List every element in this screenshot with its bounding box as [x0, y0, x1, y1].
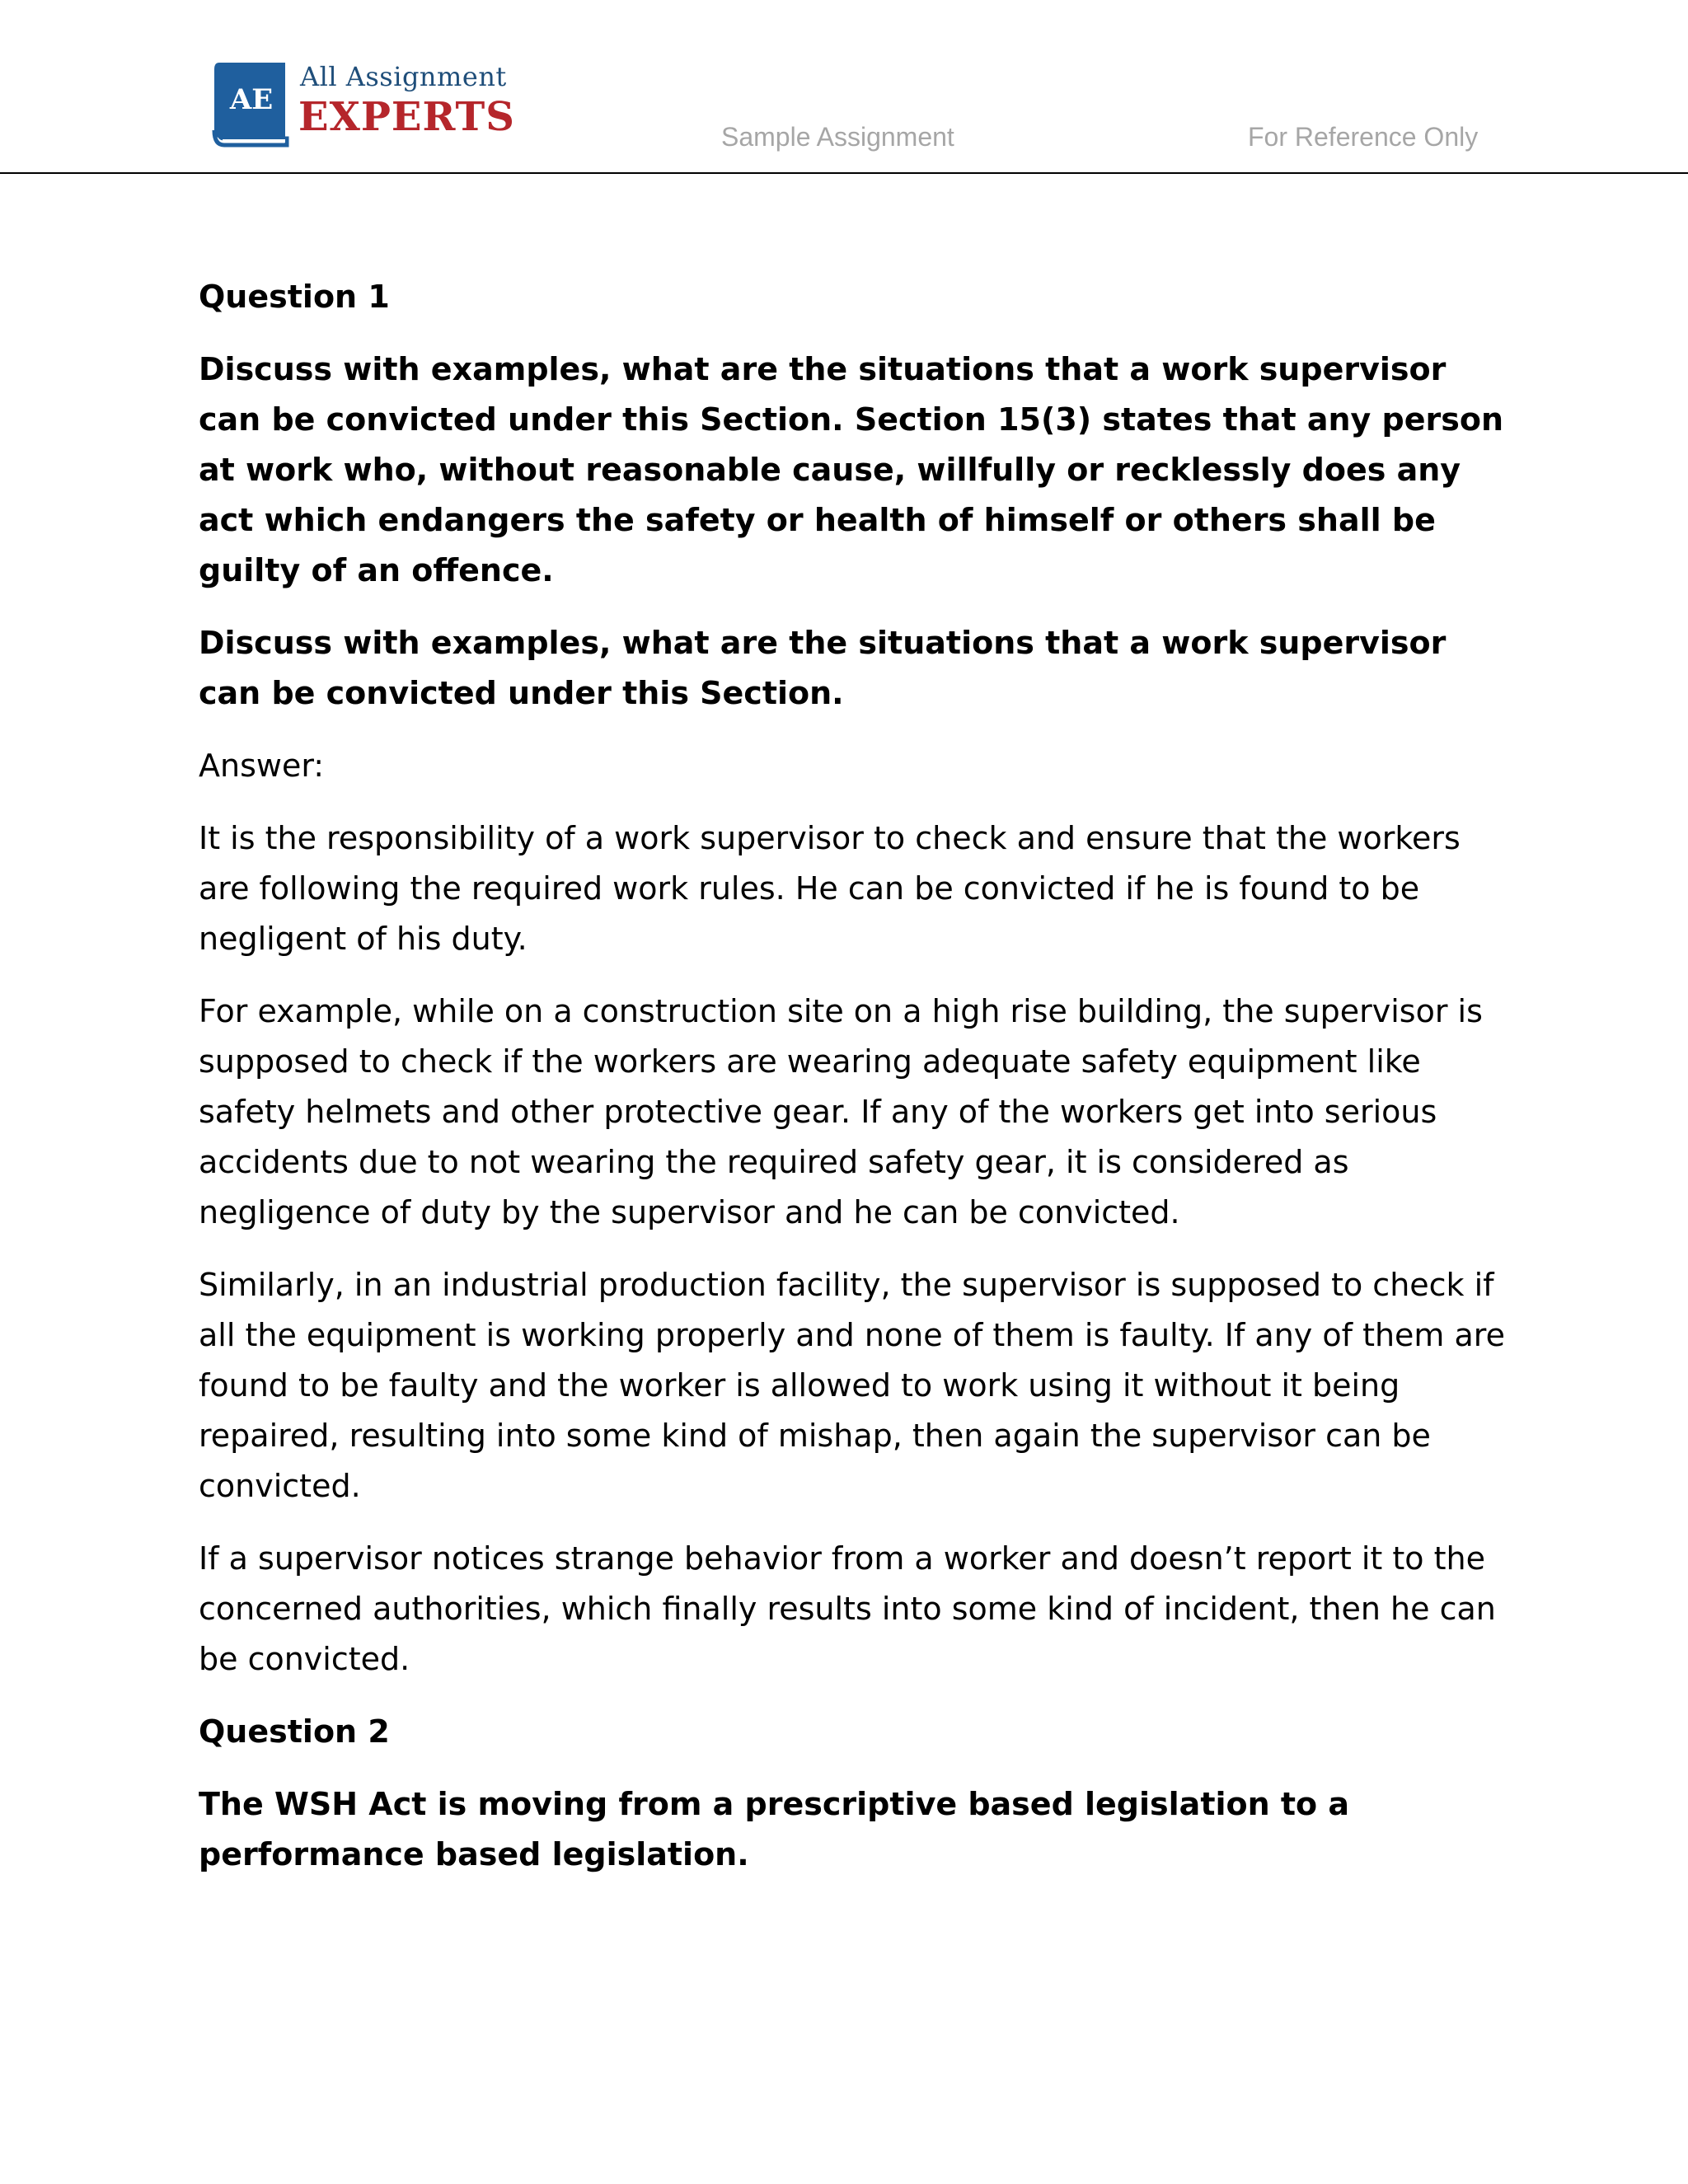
answer-paragraph-2: For example, while on a construction site on a high rise building, the supervisor is supposed to check if the workers are wearing adequate safety equipment like safety helmets and other protective gear. If any of the workers get into serious accidents due to not wearing the required safety gear, it is considered as negligence of duty by the supervisor and he can be convicted. — [199, 993, 1483, 1230]
company-logo — [211, 59, 515, 150]
question-2-heading: Question 2 — [199, 1713, 390, 1750]
reference-only-label: For Reference Only — [1248, 122, 1479, 152]
question-1-prompt: Discuss with examples, what are the situations that a work supervisor can be convicted under this Section. — [199, 625, 1447, 711]
document-body — [199, 272, 1509, 1902]
book-logo-icon — [211, 59, 292, 148]
answer-paragraph-4: If a supervisor notices strange behavior from a worker and doesn’t report it to the concerned authorities, which finally results into some kind of incident, then he can be convicted. — [199, 1540, 1496, 1677]
page-header — [0, 0, 1688, 175]
logo-mark-text: AE — [229, 83, 274, 116]
answer-paragraph-1: It is the responsibility of a work supervisor to check and ensure that the workers are following the required work rules. He can be convicted if he is found to be negligent of his duty. — [199, 820, 1461, 957]
question-2-text: The WSH Act is moving from a prescriptive based legislation to a performance based legislation. — [199, 1786, 1350, 1872]
logo-line-2: EXPERTS — [298, 94, 515, 140]
answer-label: Answer: — [199, 748, 325, 784]
logo-line-1: All Assignment — [300, 61, 507, 92]
sample-assignment-label: Sample Assignment — [721, 122, 954, 152]
header-divider — [0, 172, 1688, 174]
question-1-text: Discuss with examples, what are the situations that a work supervisor can be convicted under this Section. Section 15(3) states that any person at work who, without reasonable cause, willfully or recklessly does any act which endangers the safety or health of himself or others shall be guilty of an offence. — [199, 351, 1504, 588]
question-1-heading: Question 1 — [199, 279, 390, 315]
answer-paragraph-3: Similarly, in an industrial production facility, the supervisor is supposed to check if all the equipment is working properly and none of them is faulty. If any of them are found to be faulty and the worker is allowed to work using it without it being repaired, resulting into some kind of mishap, then again the supervisor can be convicted. — [199, 1267, 1505, 1504]
